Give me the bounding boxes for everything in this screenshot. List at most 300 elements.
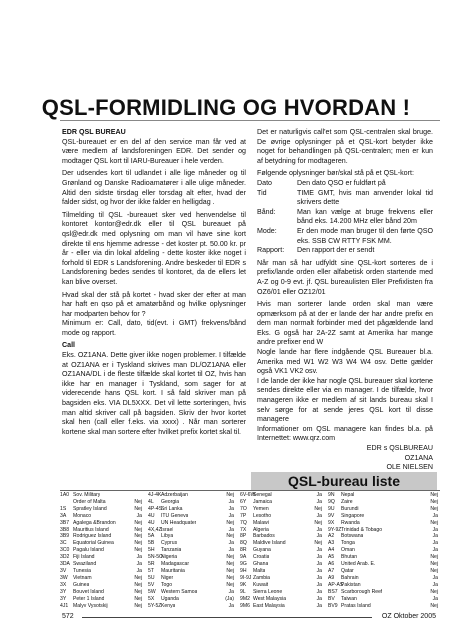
bureau-country: Maldive Island — [253, 540, 286, 547]
bureau-prefix: 5R — [148, 561, 155, 568]
bureau-country: West Malaysia — [253, 595, 287, 602]
bureau-status: (Ja) — [225, 595, 234, 602]
bureau-status: Ja — [316, 512, 322, 519]
bureau-prefix: 3X — [60, 581, 67, 588]
bureau-row — [60, 492, 142, 499]
paragraph: Det er naturligvis call'et som QSL-centralen skal bruge. De øvrige oplysninger på et QSL-kort betyder ikke noget for behandlingen på QSL-centralen; men er kun af betydning for modtageren. — [257, 128, 433, 165]
definition-value: Man kan vælge at bruge frekvens eller bånd eks. 14.200 MHz eller bånd 20m — [297, 207, 433, 226]
bureau-country: Senegal — [253, 492, 272, 498]
bureau-country: Bhutan — [341, 554, 358, 561]
definition-row — [257, 246, 433, 256]
bureau-country: Sierra Leone — [253, 588, 283, 595]
bureau-country: Nepal — [341, 492, 355, 498]
bureau-status: Nej — [134, 505, 142, 512]
bureau-row — [240, 513, 322, 520]
bureau-status: Ja — [228, 526, 234, 533]
bureau-row — [240, 603, 322, 610]
bureau-row — [328, 554, 438, 561]
bureau-row — [328, 513, 438, 520]
bureau-row — [240, 561, 322, 568]
bureau-prefix: 3V — [60, 567, 67, 574]
bureau-status: Nej — [226, 554, 234, 561]
bureau-status: Ja — [432, 581, 438, 588]
bureau-status: Ja — [228, 540, 234, 547]
bureau-country: Sov. Military — [73, 492, 101, 498]
page-title: QSL-FORMIDLING OG HVORDAN ! — [41, 95, 411, 120]
bureau-country: Lesotho — [253, 512, 272, 519]
bureau-prefix — [60, 499, 73, 506]
bureau-row — [328, 506, 438, 513]
bureau-country: Singapore — [341, 512, 365, 519]
definition-row — [257, 227, 433, 246]
bureau-status: Ja — [432, 533, 438, 540]
bureau-status: Ja — [432, 540, 438, 547]
bureau-country: Monaco — [73, 512, 92, 519]
section-heading: EDR QSL BUREAU — [62, 128, 126, 136]
bureau-row — [240, 520, 322, 527]
bureau-prefix: 8Q — [240, 540, 247, 547]
paragraph: Eks. OZ1ANA. Dette giver ikke nogen problemer. I tilfælde at OZ1ANA er i Tyskland skrives man DL/OZ1ANA eller OZ1ANA/DL i de fleste tilfælde skal kortet til OZ, hvis han ikke har en manager i Tyskland, som sager for at viderесende hans QSL kort. I så fald skriver man på bagsiden eks. VIA DL5XXX. Det vil lette sorteringen, hvis man altid skriver call på bagsiden. Skriv der hvor kortet skal hen (call eller f.eks. via xxxx) . Når man sorterer kortene skal man sortere efter hvilket prefix kortet skal til. — [62, 351, 246, 436]
bureau-status: Nej — [226, 581, 234, 588]
bureau-prefix: 9Q — [328, 498, 335, 505]
bureau-country: Oman — [341, 547, 355, 554]
bureau-row — [240, 506, 322, 513]
right-column — [257, 128, 433, 473]
bureau-status: Ja — [228, 588, 234, 595]
bureau-row — [148, 499, 234, 506]
bureau-country: Kuwait — [253, 581, 269, 588]
bureau-status: Ja — [228, 512, 234, 519]
bureau-row — [240, 527, 322, 534]
bureau-status: Nej — [226, 574, 234, 581]
paragraph: Når man så har udfyldt sine QSL-kort sorteres de i prefix/lande orden eller alfabetisk orden startende med A-Z og 0-9 evt. jf. QSL bureaulisten Eller Prefixlisten fra OZ6/01 eller OZ12/01 — [257, 258, 433, 296]
bureau-status: Nej — [134, 498, 142, 505]
bureau-row — [328, 540, 438, 547]
bureau-prefix: 9N — [328, 492, 335, 498]
paragraph: Minimum er: Call, dato, tid(evt. i GMT) frekvens/bånd mode og rapport. — [62, 319, 246, 337]
bureau-status: Nej — [134, 581, 142, 588]
bureau-row — [328, 575, 438, 582]
bureau-row — [148, 554, 234, 561]
bureau-country: Madagascar — [161, 561, 190, 568]
bureau-status: Nej — [226, 533, 234, 540]
bureau-country: Sri Lanka — [161, 505, 183, 512]
bureau-status: Ja — [316, 554, 322, 561]
bureau-status: Ja — [316, 561, 322, 568]
bureau-country: Togo — [161, 581, 173, 588]
bureau-country: Zambia — [253, 574, 270, 581]
bureau-row — [148, 540, 234, 547]
bureau-country: Pagalu Island — [73, 547, 104, 554]
bureau-row — [328, 547, 438, 554]
definition-key: Rapport: — [257, 246, 285, 255]
bureau-country: Equatorial Guinea — [73, 540, 114, 547]
bureau-country: Mauritania — [161, 567, 185, 574]
bureau-country: Algeria — [253, 526, 269, 533]
bureau-row — [328, 520, 438, 527]
bureau-country: Kenya — [161, 602, 176, 609]
bureau-status: Ja — [316, 526, 322, 533]
bureau-prefix: 3DA — [60, 561, 70, 568]
bureau-status: Nej — [430, 498, 438, 505]
bureau-status: Ja — [316, 581, 322, 588]
top-rule — [60, 120, 440, 121]
bureau-status: Nej — [430, 588, 438, 595]
bureau-column — [60, 492, 142, 609]
bureau-row — [240, 596, 322, 603]
paragraph: Følgende oplysninger bør/skal stå på et QSL-kort: — [257, 169, 414, 178]
definition-key: Bånd: — [257, 207, 276, 216]
bureau-country: Mauritius Island — [73, 526, 109, 533]
bureau-prefix: 3B9 — [60, 533, 70, 540]
bureau-prefix: 5B — [148, 540, 155, 547]
bureau-prefix: 5A — [148, 533, 155, 540]
bureau-country: Adzerbaijan — [161, 492, 188, 498]
bureau-prefix: A9 — [328, 574, 335, 581]
bureau-country: Georgia — [161, 498, 180, 505]
bureau-country: Agalega &Brandon — [73, 519, 116, 526]
bureau-row — [328, 568, 438, 575]
bureau-status: Nej — [134, 526, 142, 533]
paragraph: QSL-bureauet er en del af den service man får ved at være medlem af landsforeningen EDR. Det sender og modtager QSL kort til IARU-Bureauer i hele verden. — [62, 137, 246, 165]
bureau-prefix: 4J-4K — [148, 492, 162, 498]
definition-row — [257, 179, 433, 189]
bureau-country: Trinidad & Tobago — [341, 526, 383, 533]
bureau-status: Ja — [136, 512, 142, 519]
bureau-status: Nej — [226, 519, 234, 526]
bureau-prefix: 4P-4S — [148, 505, 163, 512]
bureau-row — [240, 492, 322, 499]
bureau-country: Niger — [161, 574, 174, 581]
bureau-country: Cyprus — [161, 540, 178, 547]
definition-list — [257, 179, 433, 256]
bureau-row — [240, 499, 322, 506]
bureau-status: Ja — [136, 567, 142, 574]
bureau-column — [148, 492, 234, 609]
bureau-country: Tonga — [341, 540, 355, 547]
bureau-status: Nej — [430, 519, 438, 526]
bureau-prefix: BV9 — [328, 602, 338, 609]
bureau-column — [240, 492, 322, 609]
bureau-prefix: 3D2 — [60, 554, 70, 561]
bureau-status: Ja — [316, 595, 322, 602]
bureau-status: Ja — [432, 526, 438, 533]
bureau-prefix: 9M2 — [240, 595, 250, 602]
bureau-row — [148, 596, 234, 603]
bureau-status: Nej — [134, 533, 142, 540]
bureau-list-banner: QSL-bureau liste — [251, 472, 437, 490]
bureau-country: Rwanda — [341, 519, 360, 526]
bureau-row — [328, 561, 438, 568]
bureau-status: Nej — [134, 547, 142, 554]
bureau-row — [328, 582, 438, 589]
bureau-status: Nej — [134, 602, 142, 609]
bureau-prefix: 1A0 — [60, 492, 70, 498]
bureau-prefix: 6Y — [240, 498, 247, 505]
bureau-status: Ja — [228, 602, 234, 609]
bureau-prefix: 1S — [60, 505, 67, 512]
bureau-status: Nej — [430, 554, 438, 561]
bureau-country: Malyv Vysotskij — [73, 602, 108, 609]
definition-value: Er den mode man bruger til den førte QSO eks. SSB CW RTTY FSK MM. — [297, 226, 433, 245]
bureau-list-top-rule — [60, 490, 440, 491]
bureau-status: Nej — [134, 595, 142, 602]
bureau-row — [240, 540, 322, 547]
bureau-row — [60, 561, 142, 568]
bureau-prefix: 9M6 — [240, 602, 250, 609]
bureau-status: Nej — [430, 561, 438, 568]
bureau-country: Bahrain — [341, 574, 359, 581]
bureau-row — [328, 589, 438, 596]
bureau-status: Ja — [432, 512, 438, 519]
paragraph: Hvis man sorterer lande orden skal man være opmærksom på at der er lande der har andre prefix en dem man normalt forbinder med det pågældende land Eks. G også har 2A-2Z samt at Amerika har mange andre prefixer end W — [257, 300, 433, 347]
bureau-prefix: 3C0 — [60, 547, 70, 554]
bureau-row — [240, 547, 322, 554]
bureau-prefix: 4U — [148, 519, 155, 526]
bureau-status: Ja — [228, 505, 234, 512]
bureau-row — [60, 547, 142, 554]
bureau-prefix: 5X — [148, 595, 155, 602]
bureau-column — [328, 492, 438, 609]
bureau-row — [60, 527, 142, 534]
bureau-row — [148, 533, 234, 540]
bureau-country: Barbados — [253, 533, 275, 540]
bureau-row — [60, 533, 142, 540]
bureau-prefix: 9L — [240, 588, 246, 595]
bureau-country: Ghana — [253, 561, 269, 568]
bureau-status: Ja — [432, 595, 438, 602]
bureau-prefix: A6 — [328, 561, 335, 568]
bureau-country: Bouvet Island — [73, 588, 104, 595]
bureau-row — [148, 561, 234, 568]
bureau-prefix: 3C — [60, 540, 67, 547]
bureau-status: Nej — [226, 492, 234, 498]
bureau-row — [148, 582, 234, 589]
bureau-row — [60, 499, 142, 506]
bureau-country: Nigeria — [161, 554, 178, 561]
bureau-status: Ja — [316, 492, 322, 498]
bureau-prefix: 3W — [60, 574, 68, 581]
bureau-country: ITU Geneva — [161, 512, 189, 519]
bureau-prefix: 9K — [240, 581, 247, 588]
bureau-row — [60, 568, 142, 575]
definition-value: Den dato QSO er fuldført på — [297, 178, 386, 187]
bureau-prefix: 5T — [148, 567, 154, 574]
bureau-row — [328, 533, 438, 540]
bureau-row — [60, 540, 142, 547]
bureau-row — [148, 492, 234, 499]
bureau-prefix: 9V — [328, 512, 335, 519]
bureau-country: Israel — [161, 526, 174, 533]
bureau-status: Ja — [136, 554, 142, 561]
bureau-status: Ja — [228, 498, 234, 505]
bureau-prefix: 9X — [328, 519, 335, 526]
bureau-country: Vietnam — [73, 574, 92, 581]
bureau-status: Ja — [432, 574, 438, 581]
bureau-row — [328, 492, 438, 499]
bureau-row — [148, 589, 234, 596]
bureau-row — [240, 575, 322, 582]
bureau-country: Spratley Island — [73, 505, 107, 512]
bureau-status: Nej — [430, 492, 438, 498]
bureau-prefix: 5N-5O — [148, 554, 164, 561]
bureau-row — [328, 596, 438, 603]
bureau-row — [60, 582, 142, 589]
footer-rule — [82, 617, 372, 618]
bureau-country: Tanzania — [161, 547, 182, 554]
bureau-status: Nej — [134, 540, 142, 547]
bureau-country: Yemen — [253, 505, 269, 512]
definition-row — [257, 208, 433, 227]
bureau-prefix: 5V — [148, 581, 155, 588]
bureau-row — [148, 575, 234, 582]
paragraph: Hvad skal der stå på kortet - hvad sker der efter at man har haft en qso på et amatørbånd og hvilke oplysninger har modparten behov for ? — [62, 290, 246, 318]
bureau-country: Croatia — [253, 554, 270, 561]
bureau-country: United Arab. E. — [341, 561, 376, 568]
bureau-status: Nej — [226, 561, 234, 568]
bureau-status: Nej — [430, 567, 438, 574]
bureau-prefix: A3 — [328, 540, 335, 547]
bureau-prefix: 4J1 — [60, 602, 69, 609]
bureau-row — [148, 520, 234, 527]
bureau-country: Burundi — [341, 505, 359, 512]
bureau-row — [148, 603, 234, 610]
definition-key: Tid — [257, 188, 267, 197]
bureau-prefix: 3A — [60, 512, 67, 519]
bureau-row — [148, 506, 234, 513]
bureau-prefix: 9H — [240, 567, 247, 574]
bureau-country: Guyana — [253, 547, 271, 554]
bureau-prefix: BV — [328, 595, 335, 602]
bureau-row — [328, 499, 438, 506]
bureau-status: Ja — [432, 547, 438, 554]
paragraph: Nogle lande har flere indgående QSL Bureauer bl.a. Amerika med W1 W2 W3 W4 W4 osv. Dette gælder også VK1 VK2 osv. — [257, 348, 433, 376]
bureau-country: Rodriguez Island — [73, 533, 112, 540]
bureau-country: Swaziland — [73, 561, 97, 568]
bureau-country: Order of Malta — [73, 498, 106, 505]
bureau-row — [60, 575, 142, 582]
bureau-country: Malawi — [253, 519, 269, 526]
bureau-row — [60, 589, 142, 596]
bureau-status: Nej — [314, 540, 322, 547]
bureau-prefix: 9G — [240, 561, 247, 568]
bureau-status: Ja — [316, 574, 322, 581]
bureau-prefix: 3B7 — [60, 519, 70, 526]
bureau-row — [60, 554, 142, 561]
bureau-status: Ja — [228, 547, 234, 554]
bureau-row — [328, 527, 438, 534]
paragraph: I de lande der ikke har nogle QSL bureauer skal kortene sendes direkte eller via en manager. I de tilfælde, hvor manageren ikke er medlem af sit lands bureau skal I selv sørge for at sende jeres QSL kort til disse managere — [257, 376, 434, 424]
bureau-row — [60, 513, 142, 520]
bureau-prefix: 5W — [148, 588, 156, 595]
bureau-country: Pratas Island — [341, 602, 371, 609]
bureau-prefix: A5 — [328, 554, 335, 561]
bureau-prefix: 5Y-5Z — [148, 602, 162, 609]
bureau-country: Fiji Island — [73, 554, 95, 561]
bureau-country: Pakistan — [341, 581, 361, 588]
bureau-row — [148, 513, 234, 520]
bureau-prefix: 9U — [328, 505, 335, 512]
bureau-prefix: 8P — [240, 533, 247, 540]
bureau-row — [240, 568, 322, 575]
bureau-row — [60, 603, 142, 610]
bureau-prefix: 3B8 — [60, 526, 70, 533]
bureau-status: Ja — [316, 588, 322, 595]
signature-line: EDR s QSLBUREAU — [366, 444, 433, 452]
bureau-country: Uganda — [161, 595, 179, 602]
paragraph: Tilmelding til QSL -bureauet sker ved henvendelse til kontoret kontor@edr.dk eller til QSL bureauet på qsl@edr.dk med oplysning om man vil have sine kort direkte til ens hjemme adresse - det koster pt. 50.00 kr. pr år - eller via din lokal afdeling - dette koster ikke noget i forhold til EDR s Landsforening. Andre beskeder til EDR s Landsforening bedes sendes til kontoret, da de ellers let kan blive overset. — [62, 210, 246, 286]
bureau-status: Nej — [430, 602, 438, 609]
bureau-prefix: A7 — [328, 567, 335, 574]
bureau-country: Tunesia — [73, 567, 91, 574]
bureau-row — [148, 527, 234, 534]
bureau-prefix: 6V-6W — [240, 492, 256, 498]
bureau-row — [148, 568, 234, 575]
left-column — [62, 128, 246, 440]
bureau-status: Ja — [136, 561, 142, 568]
bureau-country: Qatar — [341, 567, 354, 574]
bureau-status: Nej — [134, 588, 142, 595]
bureau-prefix: AP-AS — [328, 581, 344, 588]
paragraph: Informationer om QSL managere kan findes bl.a. på Internettet: www.qrz.com — [257, 424, 433, 443]
bureau-prefix: 7X — [240, 526, 247, 533]
definition-value: TIME GMT, hvis man anvender lokal tid skrivers dette — [297, 188, 433, 207]
definition-value: Den rapport der er sendt — [297, 246, 375, 255]
bureau-country: UN Headquater — [161, 519, 197, 526]
issue-label: OZ Oktober 2005 — [381, 613, 436, 620]
bureau-row — [240, 582, 322, 589]
bureau-row — [240, 554, 322, 561]
bureau-country: Scarborough Reef — [341, 588, 383, 595]
bureau-country: Guinea — [73, 581, 90, 588]
definition-key: Dato — [257, 178, 272, 187]
bureau-country: Botswana — [341, 533, 364, 540]
bureau-row — [60, 520, 142, 527]
bureau-prefix: A4 — [328, 547, 335, 554]
bureau-status: Ja — [316, 547, 322, 554]
page-number: 572 — [62, 613, 74, 620]
bureau-prefix: BS7 — [328, 588, 338, 595]
bureau-status: Nej — [430, 505, 438, 512]
bureau-country: Western Samoa — [161, 588, 198, 595]
bureau-country: Libya — [161, 533, 174, 540]
bureau-prefix: 5H — [148, 547, 155, 554]
bureau-status: Ja — [316, 498, 322, 505]
bureau-country: Zaire — [341, 498, 353, 505]
bureau-status: Nej — [226, 567, 234, 574]
bureau-prefix: 9I-9J — [240, 574, 252, 581]
bureau-country: Malta — [253, 567, 266, 574]
bureau-row — [60, 596, 142, 603]
bureau-row — [60, 506, 142, 513]
bureau-country: East Malaysia — [253, 602, 285, 609]
bureau-status: Ja — [316, 533, 322, 540]
bureau-prefix: 4X,4Z — [148, 526, 162, 533]
bureau-country: Peter 1 Island — [73, 595, 105, 602]
bureau-prefix: 9A — [240, 554, 247, 561]
section-heading: Call — [62, 341, 76, 350]
bureau-prefix: 7O — [240, 505, 247, 512]
signature-line: OLE NIELSEN — [386, 463, 433, 472]
bureau-status: Ja — [316, 602, 322, 609]
bureau-country: Taiwan — [341, 595, 357, 602]
bureau-row — [328, 603, 438, 610]
bureau-country: Jamaica — [253, 498, 272, 505]
bureau-status: Nej — [134, 574, 142, 581]
bureau-prefix: 3Y — [60, 588, 67, 595]
bureau-prefix: 7Q — [240, 519, 247, 526]
bureau-prefix: 4L — [148, 498, 154, 505]
